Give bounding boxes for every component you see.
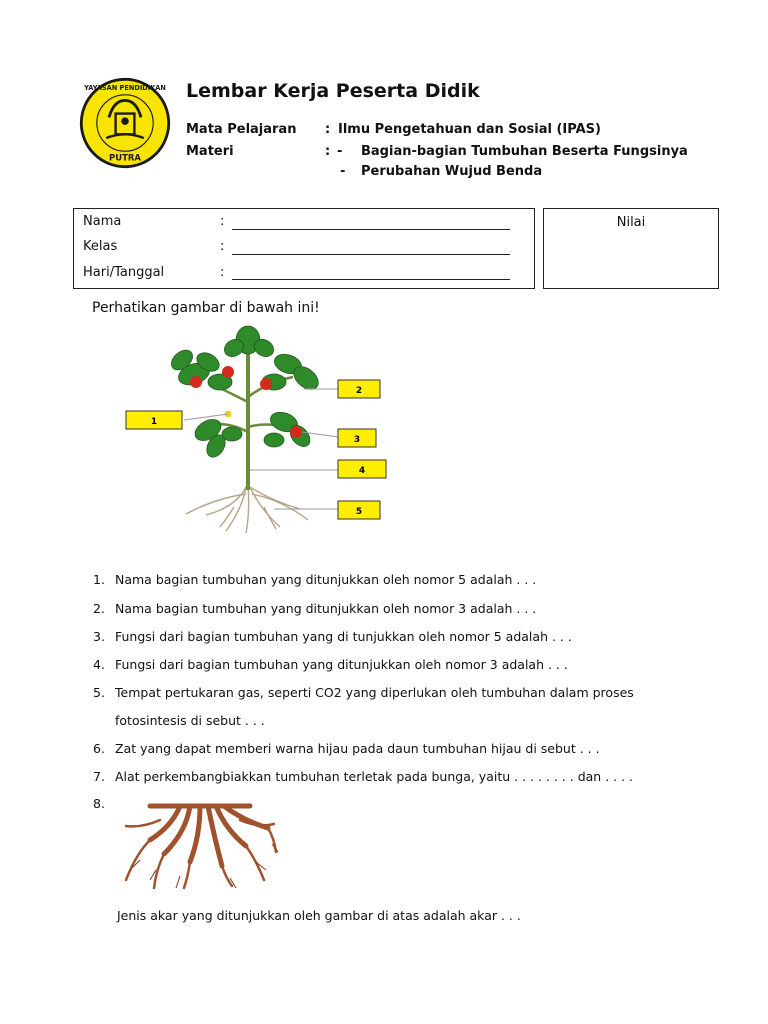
question-7-text: Alat perkembangbiakkan tumbuhan terletak pada bunga, yaitu . . . . . . . . dan . . . . [115,769,634,784]
question-3-number: 3. [93,629,105,644]
question-2-number: 2. [93,601,105,616]
name-colon: : [220,214,225,229]
class-label: Kelas [83,239,118,254]
materi-item-1: Bagian-bagian Tumbuhan Beserta Fungsinya [361,144,688,159]
materi-item-2: Perubahan Wujud Benda [361,164,543,179]
plant-diagram [124,322,390,534]
question-5-text-continued: fotosintesis di sebut . . . [115,713,265,728]
class-colon: : [220,239,225,254]
question-8-caption: Jenis akar yang ditunjukkan oleh gambar di atas adalah akar . . . [117,908,521,923]
question-2-text: Nama bagian tumbuhan yang ditunjukkan oleh nomor 3 adalah . . . [115,601,537,616]
class-field[interactable] [232,254,510,255]
plant-roots [186,487,308,533]
question-1-number: 1. [93,572,105,587]
score-box[interactable] [543,208,719,289]
materi-dash-2: - [340,164,346,179]
school-logo [78,76,172,170]
name-field[interactable] [232,229,510,230]
date-label: Hari/Tanggal [83,265,165,280]
question-4-number: 4. [93,657,105,672]
name-label: Nama [83,214,122,229]
date-colon: : [220,265,225,280]
svg-text:4: 4 [358,466,366,476]
student-identity-box [73,208,535,289]
subject-colon: : [325,122,331,137]
instruction-text: Perhatikan gambar di bawah ini! [92,300,320,316]
svg-text:2: 2 [355,386,363,396]
question-5-number: 5. [93,685,105,700]
question-5-text: Tempat pertukaran gas, seperti CO2 yang diperlukan oleh tumbuhan dalam proses [115,685,634,700]
question-6-number: 6. [93,741,105,756]
materi-colon: : [325,144,331,159]
diagram-label-3 [338,429,376,447]
question-8-number: 8. [93,796,105,811]
diagram-label-1 [126,411,182,429]
question-7-number: 7. [93,769,105,784]
logo-text-top: YAYASAN PENDIDIKAN [84,84,166,93]
question-1-text: Nama bagian tumbuhan yang ditunjukkan oleh nomor 5 adalah . . . [115,572,537,587]
svg-text:5: 5 [355,507,363,517]
question-3-text: Fungsi dari bagian tumbuhan yang di tunjukkan oleh nomor 5 adalah . . . [115,629,572,644]
question-6-text: Zat yang dapat memberi warna hijau pada daun tumbuhan hijau di sebut . . . [115,741,600,756]
materi-label: Materi [186,144,234,159]
subject-label: Mata Pelajaran [186,122,297,137]
subject-value: Ilmu Pengetahuan dan Sosial (IPAS) [338,122,601,137]
plant-leaves [168,326,323,460]
diagram-label-4 [338,460,386,478]
materi-dash-1: - [337,144,343,159]
diagram-label-2 [338,380,380,398]
svg-text:1: 1 [150,417,158,427]
diagram-label-5 [338,501,380,519]
score-label: Nilai [616,215,646,230]
fibrous-roots-image [120,800,280,892]
svg-text:3: 3 [353,435,361,445]
page-title: Lembar Kerja Peserta Didik [186,80,480,102]
question-4-text: Fungsi dari bagian tumbuhan yang ditunjukkan oleh nomor 3 adalah . . . [115,657,568,672]
logo-text-bottom: PUTRA [109,152,141,163]
date-field[interactable] [232,279,510,280]
